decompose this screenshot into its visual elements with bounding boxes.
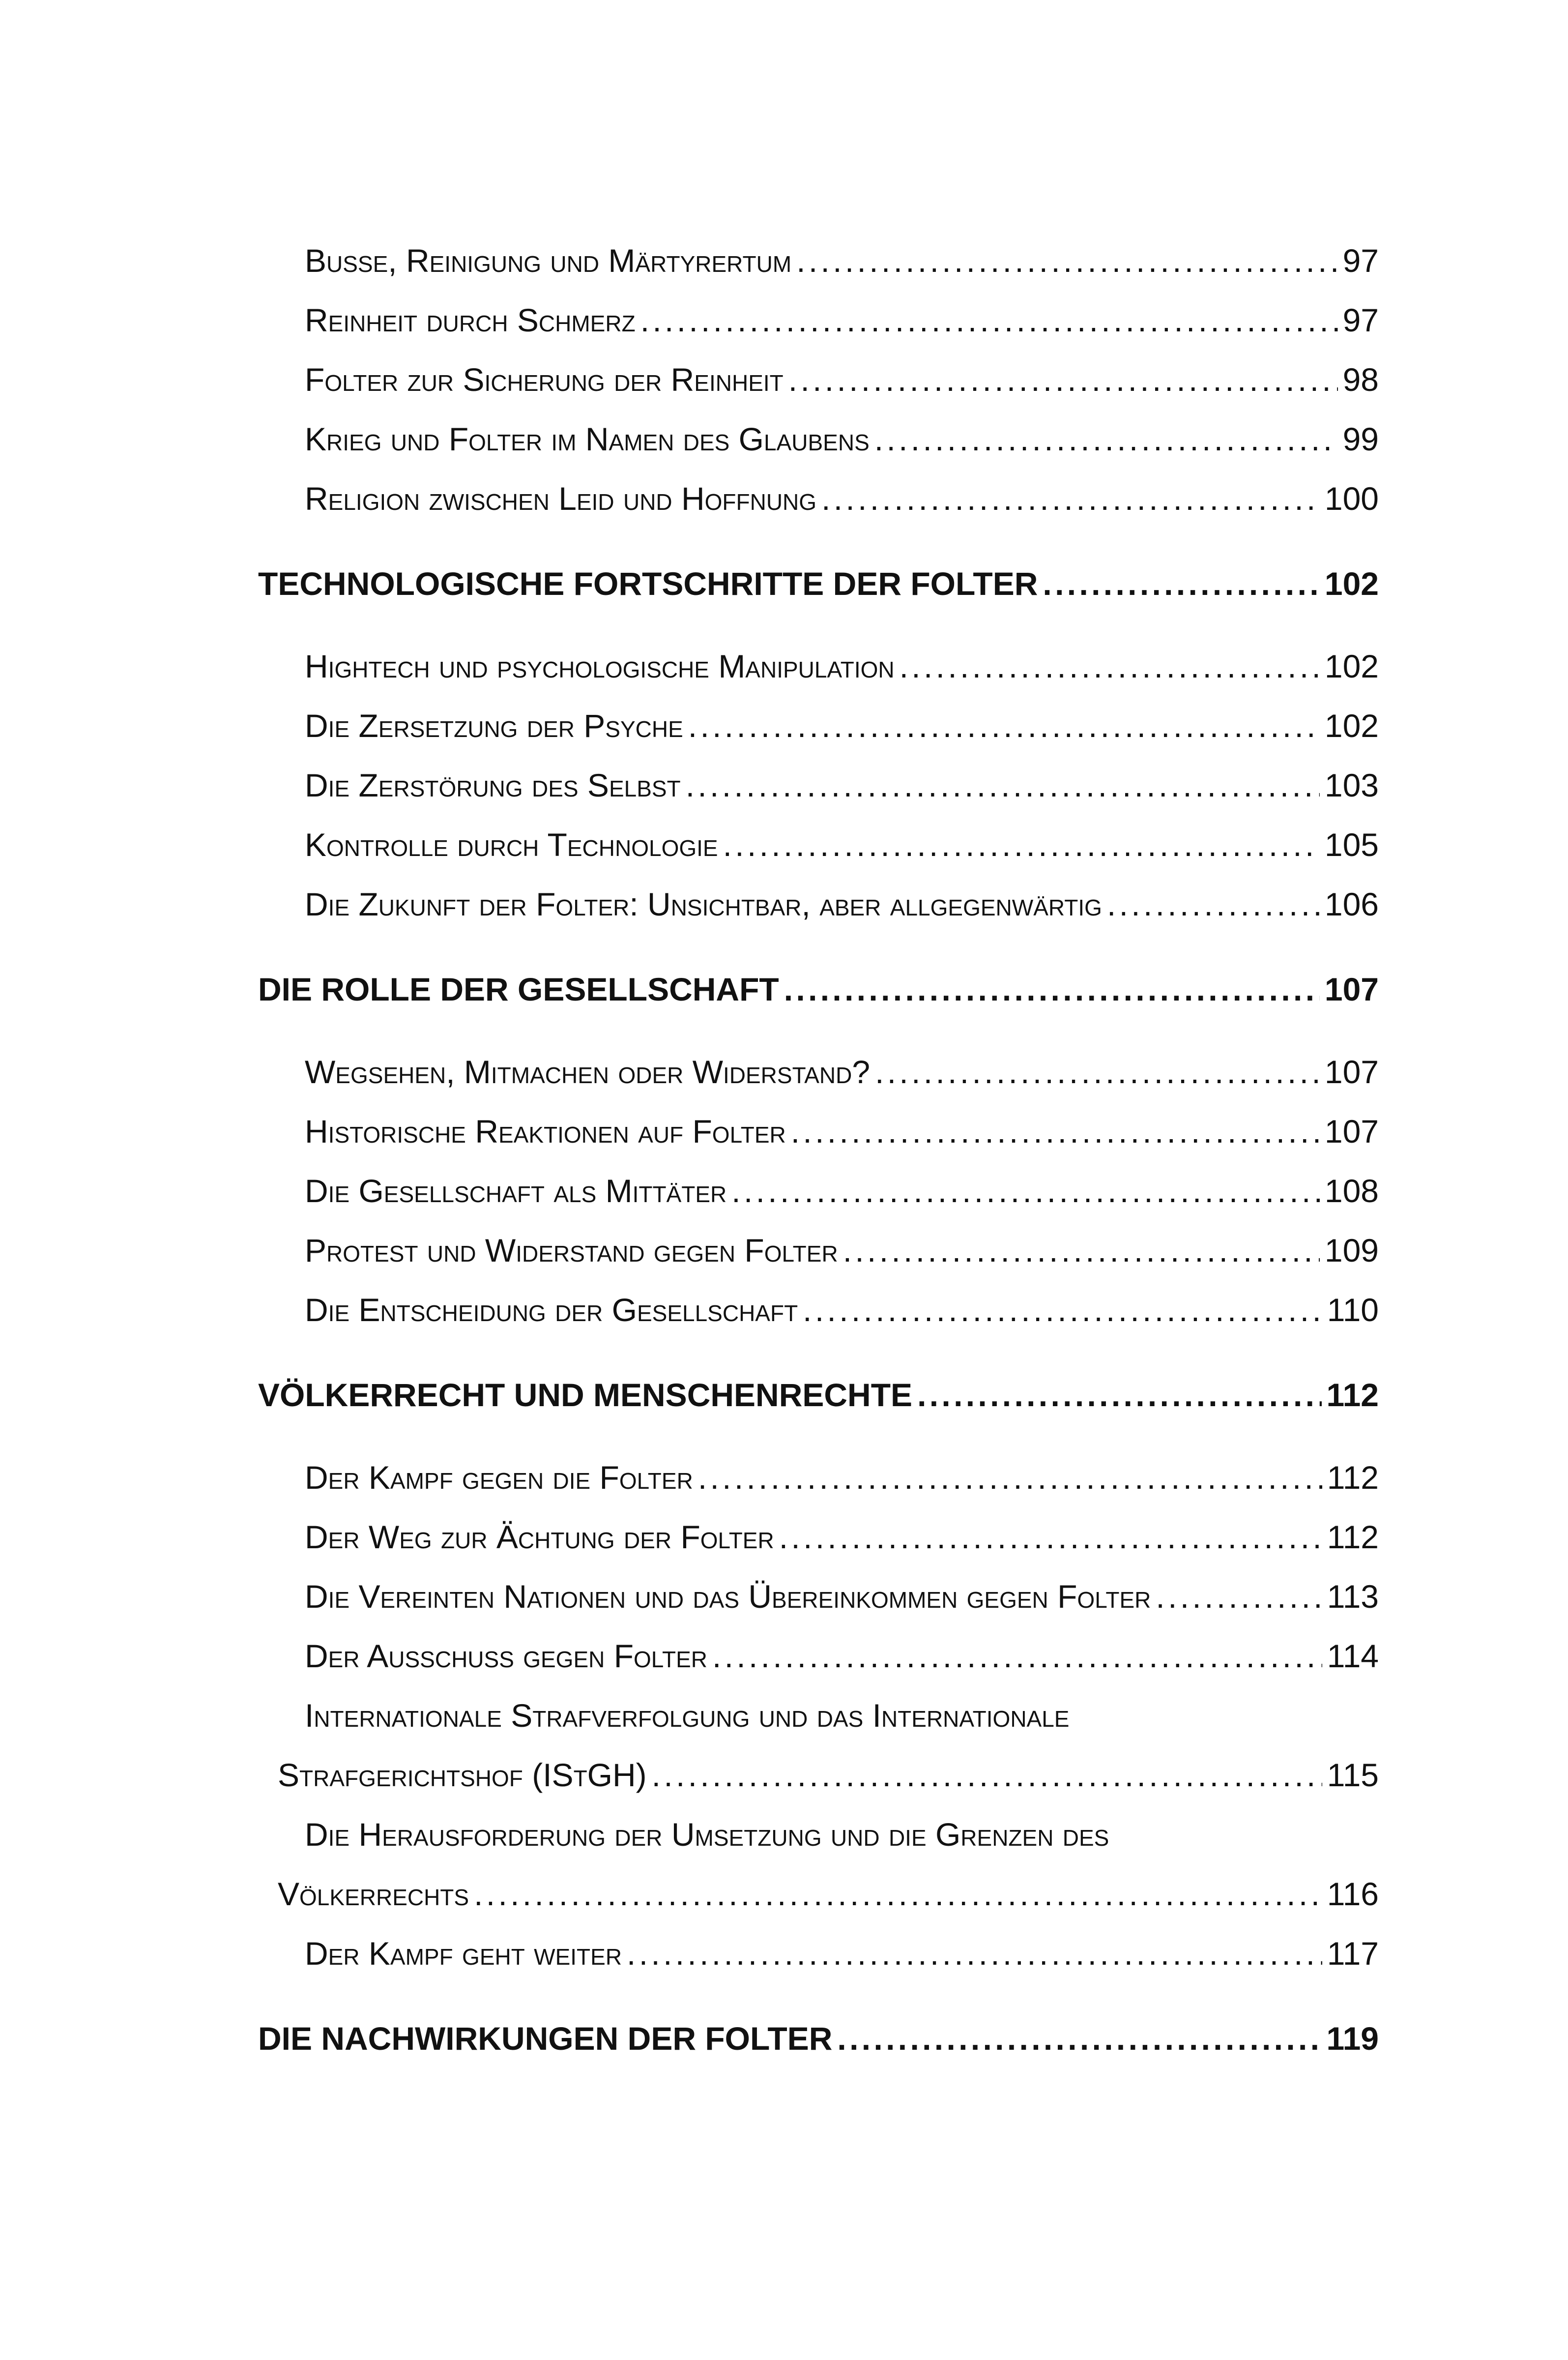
toc-entry[interactable]: [258, 1280, 1379, 1340]
toc-chapter-title: DIE ROLLE DER GESELLSCHAFT: [258, 971, 779, 1007]
toc-entry-title: Wegsehen, Mitmachen oder Widerstand?: [305, 1054, 871, 1090]
toc-entry[interactable]: [258, 1567, 1379, 1626]
dot-leader: [688, 696, 1320, 756]
toc-entry[interactable]: [258, 1448, 1379, 1507]
toc-entry-first-line[interactable]: Internationale Strafverfolgung und das Internationale: [305, 1697, 1070, 1734]
dot-leader: [821, 469, 1320, 529]
dot-leader: [474, 1864, 1322, 1924]
dot-leader: [698, 1448, 1322, 1507]
toc-entry-title: Der Kampf geht weiter: [305, 1935, 622, 1972]
toc-entry-title: Die Zersetzung der Psyche: [305, 708, 683, 744]
toc-chapter-page: 119: [1326, 2020, 1379, 2057]
toc-entry-page: 117: [1327, 1935, 1379, 1972]
toc-entry-title: Protest und Widerstand gegen Folter: [305, 1232, 838, 1268]
toc-entry[interactable]: [258, 1745, 1379, 1805]
toc-entry-page: 112: [1327, 1519, 1379, 1555]
toc-chapter-page: 112: [1326, 1377, 1379, 1413]
toc-entry-title: Krieg und Folter im Namen des Glaubens: [305, 421, 870, 457]
toc-entry[interactable]: [258, 1161, 1379, 1221]
toc-chapter-page: 107: [1324, 971, 1379, 1007]
toc-entry[interactable]: [258, 637, 1379, 696]
dot-leader: [1107, 875, 1320, 934]
dot-leader: [712, 1626, 1322, 1686]
toc-entry[interactable]: [258, 756, 1379, 815]
dot-leader: [874, 410, 1338, 469]
toc-entry[interactable]: [258, 1924, 1379, 1983]
table-of-contents: [258, 231, 1379, 2092]
toc-chapter-entry[interactable]: [258, 959, 1379, 1020]
toc-entry[interactable]: [258, 1221, 1379, 1280]
toc-entry[interactable]: [258, 231, 1379, 291]
dot-leader: [843, 1221, 1320, 1280]
toc-entry-page: 97: [1342, 302, 1379, 338]
toc-chapter-title: TECHNOLOGISCHE FORTSCHRITTE DER FOLTER: [258, 565, 1038, 602]
dot-leader: [640, 291, 1338, 350]
toc-entry-page: 112: [1327, 1459, 1379, 1496]
toc-entry-page: 108: [1324, 1173, 1379, 1209]
toc-entry-page: 102: [1324, 648, 1379, 684]
toc-entry[interactable]: [258, 1864, 1379, 1924]
toc-chapter-entry[interactable]: [258, 2008, 1379, 2069]
toc-entry-title: Die Entscheidung der Gesellschaft: [305, 1292, 798, 1328]
toc-entry-title: Völkerrechts: [278, 1876, 469, 1912]
toc-entry-page: 106: [1324, 886, 1379, 922]
toc-entry[interactable]: [258, 410, 1379, 469]
toc-chapter-entry[interactable]: [258, 1364, 1379, 1426]
toc-entry[interactable]: [258, 350, 1379, 410]
toc-entry-title: Die Gesellschaft als Mittäter: [305, 1173, 727, 1209]
toc-entry-page: 97: [1342, 242, 1379, 279]
dot-leader: [779, 1507, 1322, 1567]
toc-entry-title: Der Ausschuss gegen Folter: [305, 1638, 707, 1674]
toc-entry[interactable]: [258, 291, 1379, 350]
toc-entry[interactable]: [258, 696, 1379, 756]
dot-leader: [1043, 553, 1319, 615]
toc-entry-page: 115: [1327, 1757, 1379, 1793]
toc-entry-page: 107: [1324, 1054, 1379, 1090]
toc-entry-title: Die Zerstörung des Selbst: [305, 767, 681, 803]
toc-chapter-title: VÖLKERRECHT UND MENSCHENRECHTE: [258, 1377, 913, 1413]
toc-entry-title: Der Weg zur Ächtung der Folter: [305, 1519, 774, 1555]
toc-entry[interactable]: [258, 1102, 1379, 1161]
toc-entry-title: Buße, Reinigung und Märtyrertum: [305, 242, 792, 279]
toc-entry[interactable]: [258, 469, 1379, 529]
toc-entry-page: 100: [1324, 480, 1379, 517]
toc-entry-page: 98: [1342, 361, 1379, 398]
toc-entry-page: 102: [1324, 708, 1379, 744]
toc-entry[interactable]: [258, 1042, 1379, 1102]
toc-entry-title: Historische Reaktionen auf Folter: [305, 1113, 786, 1150]
toc-entry-page: 103: [1324, 767, 1379, 803]
dot-leader: [837, 2008, 1321, 2069]
dot-leader: [875, 1042, 1320, 1102]
toc-chapter-page: 102: [1324, 565, 1379, 602]
toc-entry-page: 99: [1342, 421, 1379, 457]
toc-entry-title: Folter zur Sicherung der Reinheit: [305, 361, 784, 398]
toc-entry-title: Strafgerichtshof (IStGH): [278, 1757, 647, 1793]
toc-entry-title: Reinheit durch Schmerz: [305, 302, 636, 338]
toc-chapter-entry[interactable]: [258, 553, 1379, 615]
dot-leader: [731, 1161, 1320, 1221]
dot-leader: [723, 815, 1320, 875]
toc-entry-page: 110: [1327, 1292, 1379, 1328]
dot-leader: [900, 637, 1320, 696]
toc-entry[interactable]: [258, 815, 1379, 875]
toc-entry-title: Die Zukunft der Folter: Unsichtbar, aber allgegenwärtig: [305, 886, 1102, 922]
toc-entry-page: 116: [1327, 1876, 1379, 1912]
toc-entry-title: Hightech und psychologische Manipulation: [305, 648, 895, 684]
dot-leader: [796, 231, 1337, 291]
dot-leader: [791, 1102, 1320, 1161]
dot-leader: [917, 1364, 1321, 1426]
dot-leader: [627, 1924, 1322, 1983]
toc-entry-title: Der Kampf gegen die Folter: [305, 1459, 693, 1496]
dot-leader: [652, 1745, 1322, 1805]
toc-entry-title: Die Vereinten Nationen und das Übereinkommen gegen Folter: [305, 1578, 1151, 1615]
toc-entry-page: 105: [1324, 826, 1379, 863]
toc-entry[interactable]: [258, 875, 1379, 934]
toc-entry-page: 113: [1327, 1578, 1379, 1615]
dot-leader: [803, 1280, 1322, 1340]
toc-entry[interactable]: [258, 1507, 1379, 1567]
dot-leader: [1156, 1567, 1322, 1626]
toc-entry-page: 109: [1324, 1232, 1379, 1268]
toc-entry-first-line[interactable]: Die Herausforderung der Umsetzung und die Grenzen des: [305, 1816, 1109, 1853]
toc-entry-page: 114: [1327, 1638, 1379, 1674]
toc-entry[interactable]: [258, 1626, 1379, 1686]
toc-entry-title: Religion zwischen Leid und Hoffnung: [305, 480, 817, 517]
toc-entry-title: Kontrolle durch Technologie: [305, 826, 718, 863]
toc-chapter-title: DIE NACHWIRKUNGEN DER FOLTER: [258, 2020, 833, 2057]
dot-leader: [686, 756, 1320, 815]
toc-entry-page: 107: [1324, 1113, 1379, 1150]
dot-leader: [788, 350, 1338, 410]
dot-leader: [784, 959, 1320, 1020]
